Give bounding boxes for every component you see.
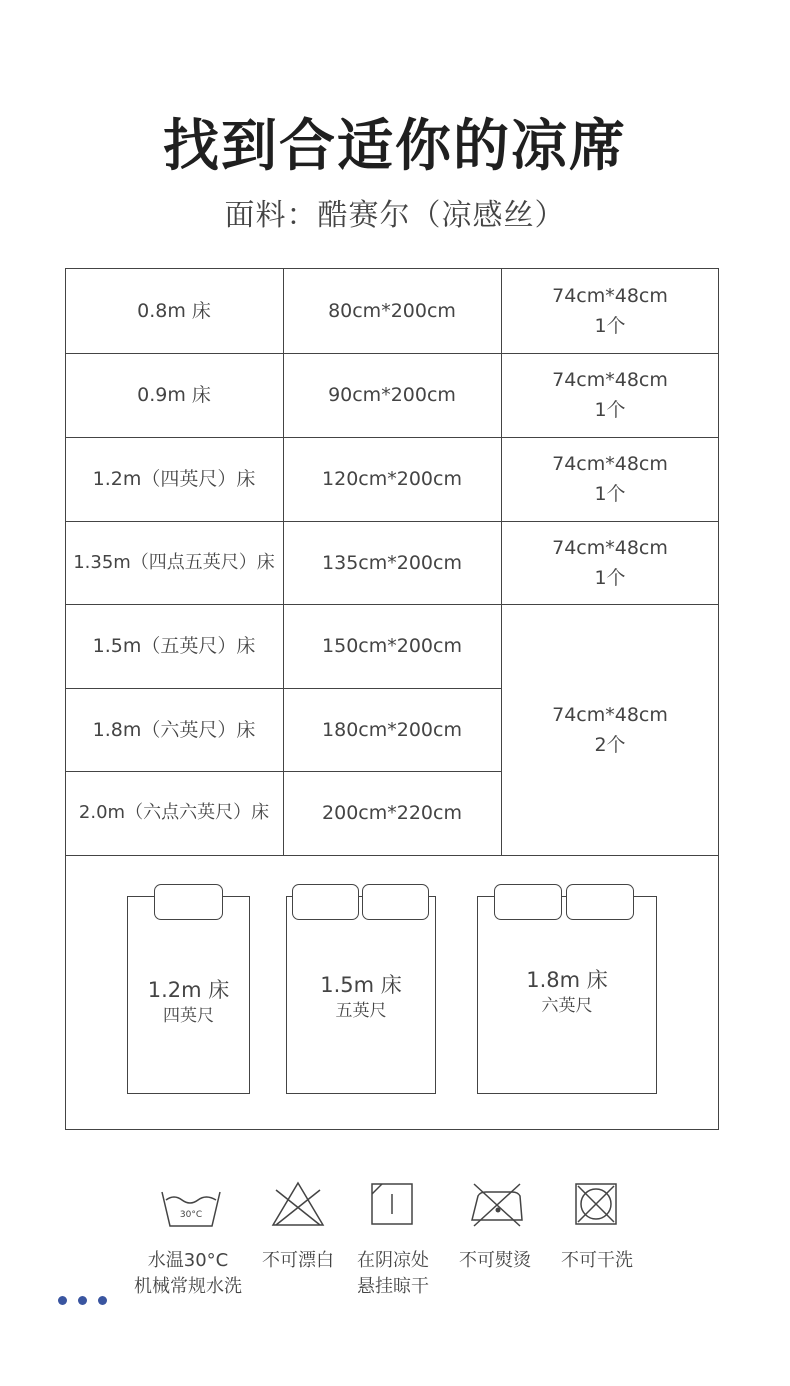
mat-size-cell bbox=[283, 688, 501, 771]
pillow-icon bbox=[566, 884, 634, 920]
no-iron-icon bbox=[468, 1180, 526, 1228]
mat-size-cell bbox=[283, 268, 501, 353]
bed-size-label: 1.2m（四英尺）床 bbox=[92, 468, 256, 490]
page-title: 找到合适你的凉席 bbox=[163, 114, 627, 179]
bed-size-cell bbox=[65, 353, 283, 437]
care-label-line: 不可漂白 bbox=[262, 1250, 334, 1271]
care-label-line: 不可熨烫 bbox=[459, 1250, 531, 1271]
care-label-line: 机械常规水洗 bbox=[134, 1276, 242, 1297]
bed-size-cell bbox=[65, 521, 283, 604]
pillow-qty-label: 1个 bbox=[594, 566, 626, 589]
mat-size-label: 80cm*200cm bbox=[328, 299, 456, 322]
mat-size-cell bbox=[283, 437, 501, 521]
bed-diagram-size: 1.8m 床 bbox=[526, 968, 608, 992]
bed-size-cell bbox=[65, 437, 283, 521]
mat-size-cell bbox=[283, 521, 501, 604]
mat-size-label: 150cm*200cm bbox=[322, 635, 462, 657]
bed-diagram-feet: 五英尺 bbox=[335, 1001, 387, 1021]
pillow-qty-label: 1个 bbox=[594, 314, 626, 337]
bed-size-label: 1.8m（六英尺）床 bbox=[92, 718, 256, 741]
mat-size-cell bbox=[283, 771, 501, 855]
mat-size-cell bbox=[283, 604, 501, 688]
mat-size-label: 135cm*200cm bbox=[322, 551, 462, 574]
bed-diagram-feet: 六英尺 bbox=[541, 996, 593, 1016]
bed-size-cell bbox=[65, 771, 283, 855]
pillow-cell bbox=[501, 437, 719, 521]
care-label-line: 水温30°C bbox=[147, 1250, 229, 1271]
bed-size-cell bbox=[65, 688, 283, 771]
pillow-size-label: 74cm*48cm bbox=[552, 284, 668, 307]
pillow-qty-label: 1个 bbox=[594, 399, 626, 421]
pillow-size-label: 74cm*48cm bbox=[552, 369, 668, 391]
care-label-line: 不可干洗 bbox=[561, 1250, 633, 1271]
care-label-dry bbox=[343, 1248, 443, 1300]
pillow-qty-label: 1个 bbox=[594, 483, 626, 505]
care-label-dryclean bbox=[547, 1248, 647, 1274]
pagination-dot[interactable] bbox=[78, 1296, 87, 1305]
mat-size-label: 200cm*220cm bbox=[322, 802, 462, 824]
pagination-dots[interactable] bbox=[58, 1290, 113, 1309]
fabric-subtitle: 面料：酷赛尔（凉感丝） bbox=[224, 198, 566, 233]
no-dry-clean-icon bbox=[574, 1182, 618, 1226]
pillow-qty-label: 2个 bbox=[594, 733, 626, 756]
bed-diagram-label bbox=[286, 971, 436, 1023]
pillow-cell bbox=[501, 521, 719, 604]
bed-diagram-label bbox=[477, 966, 657, 1018]
pillow-icon bbox=[494, 884, 562, 920]
bed-diagram-label bbox=[127, 976, 250, 1028]
pillow-icon bbox=[154, 884, 223, 920]
pagination-dot[interactable] bbox=[58, 1296, 67, 1305]
pillow-size-label: 74cm*48cm bbox=[552, 453, 668, 475]
bed-size-label: 1.5m（五英尺）床 bbox=[92, 635, 256, 657]
bed-diagram-feet: 四英尺 bbox=[163, 1006, 214, 1026]
pillow-cell bbox=[501, 353, 719, 437]
wash-temp-text: 30°C bbox=[179, 1210, 203, 1220]
wash-30-icon bbox=[160, 1186, 222, 1230]
pillow-icon bbox=[292, 884, 359, 920]
pillow-icon bbox=[362, 884, 429, 920]
bed-diagram-size: 1.2m 床 bbox=[147, 978, 230, 1002]
care-label-line: 在阴凉处 bbox=[357, 1250, 429, 1271]
pillow-cell bbox=[501, 268, 719, 353]
table-bottom-divider bbox=[65, 855, 719, 856]
care-label-line: 悬挂晾干 bbox=[357, 1276, 429, 1297]
care-label-iron bbox=[445, 1248, 545, 1274]
bed-size-cell bbox=[65, 268, 283, 353]
mat-size-label: 90cm*200cm bbox=[328, 384, 456, 406]
mat-size-label: 120cm*200cm bbox=[322, 468, 462, 490]
care-label-bleach bbox=[248, 1248, 348, 1274]
mat-size-cell bbox=[283, 353, 501, 437]
dry-in-shade-icon bbox=[370, 1182, 414, 1226]
care-label-wash bbox=[118, 1248, 258, 1300]
bed-diagram-size: 1.5m 床 bbox=[320, 973, 402, 997]
no-bleach-icon bbox=[270, 1180, 326, 1228]
bed-size-label: 0.8m 床 bbox=[137, 299, 211, 322]
bed-size-label: 2.0m（六点六英尺）床 bbox=[78, 802, 270, 823]
pillow-size-label: 74cm*48cm bbox=[552, 536, 668, 559]
bed-size-cell bbox=[65, 604, 283, 688]
pillow-merged-cell bbox=[501, 604, 719, 855]
pillow-size-label: 74cm*48cm bbox=[552, 703, 668, 726]
pagination-dot[interactable] bbox=[98, 1296, 107, 1305]
bed-size-label: 1.35m（四点五英尺）床 bbox=[73, 551, 275, 573]
bed-size-label: 0.9m 床 bbox=[137, 384, 211, 406]
mat-size-label: 180cm*200cm bbox=[322, 718, 462, 741]
